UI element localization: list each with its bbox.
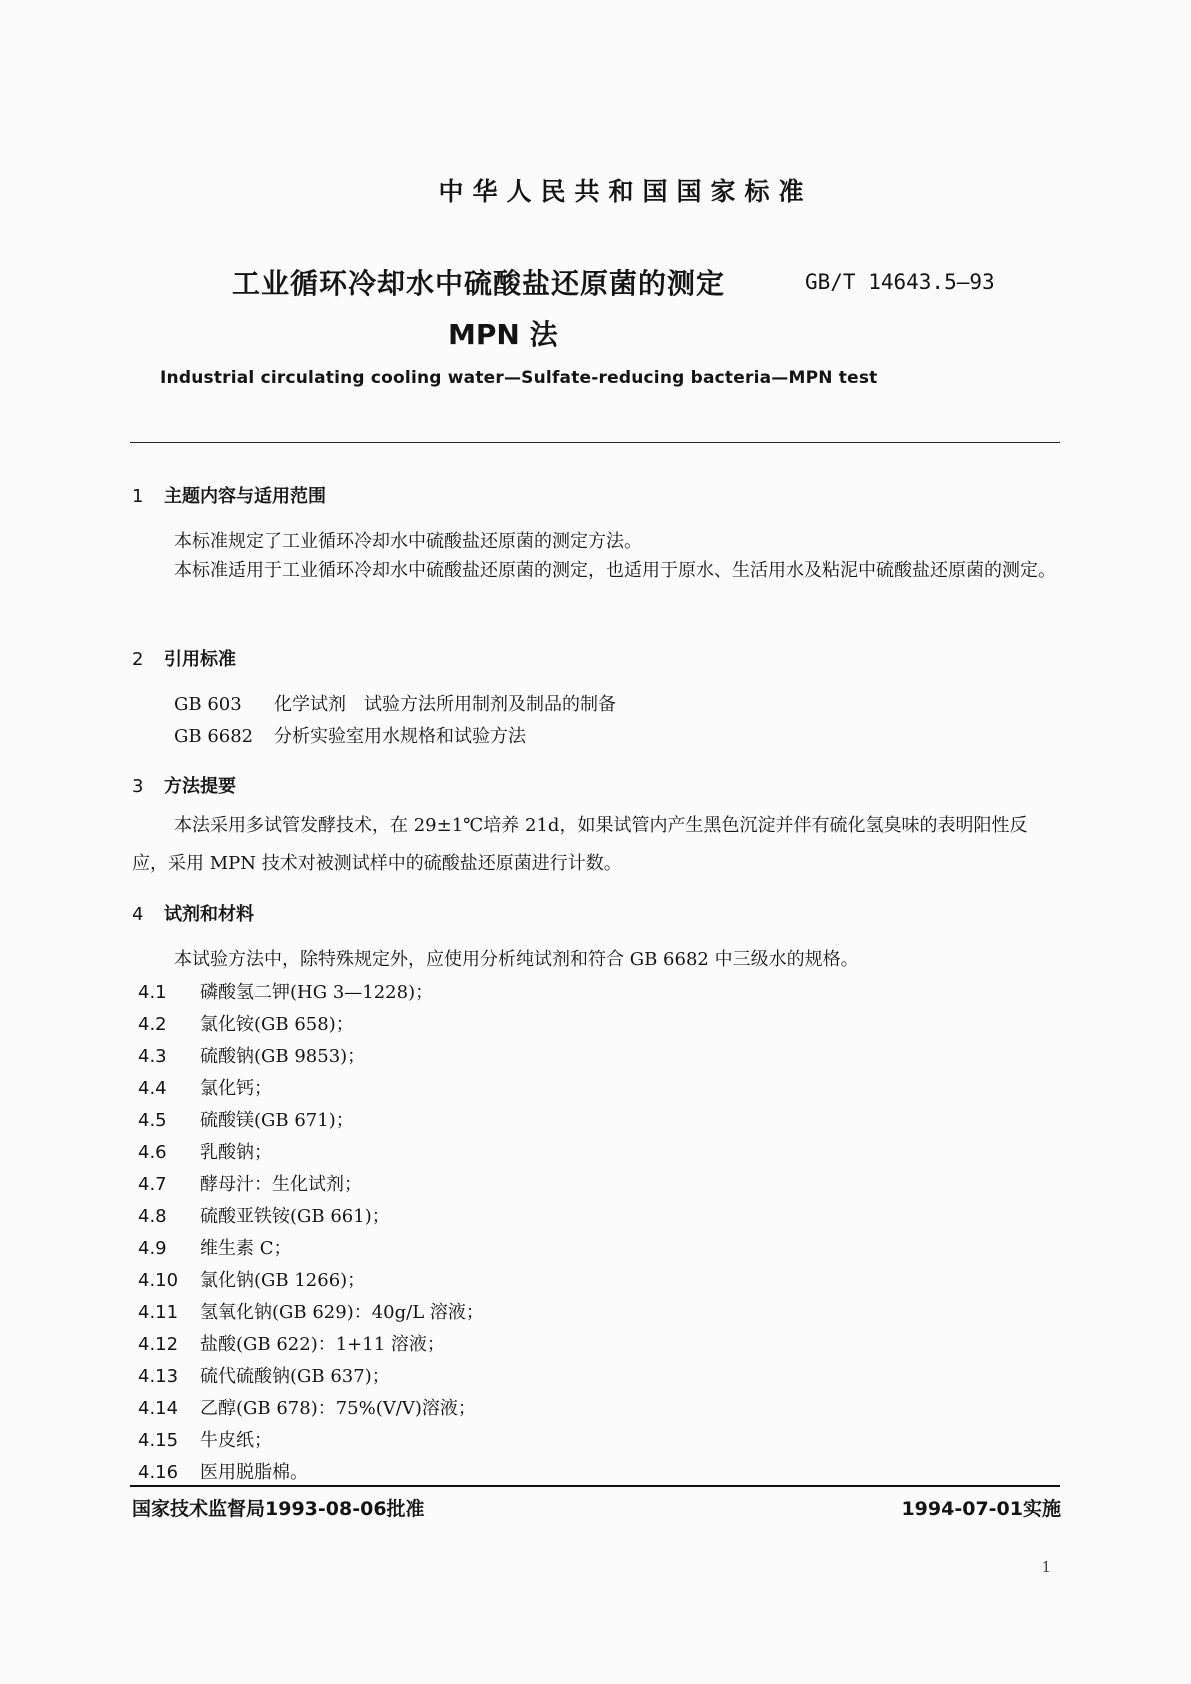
item-text: 医用脱脂棉。	[200, 1462, 308, 1483]
section-number: 3	[132, 776, 144, 797]
item-text: 磷酸氢二钾(HG 3—1228)；	[200, 982, 434, 1003]
effective-date: 1994-07-01实施	[901, 1498, 1061, 1520]
section-title: 主题内容与适用范围	[164, 486, 326, 507]
reference-name: 分析实验室用水规格和试验方法	[274, 726, 526, 747]
list-item	[138, 1426, 272, 1452]
section-heading-2	[132, 645, 236, 671]
list-item	[138, 1266, 365, 1292]
list-item	[138, 1010, 354, 1036]
item-number: 4.15	[138, 1430, 179, 1451]
list-item	[138, 1202, 390, 1228]
item-number: 4.12	[138, 1334, 179, 1355]
item-text: 硫代硫酸钠(GB 637)；	[200, 1366, 390, 1387]
section-heading-4	[132, 900, 254, 926]
item-text: 盐酸(GB 622)：1+11 溶液；	[200, 1334, 445, 1355]
item-number: 4.1	[138, 982, 167, 1003]
reference-item	[174, 690, 616, 716]
paragraph: 本标准适用于工业循环冷却水中硫酸盐还原菌的测定，也适用于原水、生活用水及粘泥中硫酸盐还原菌的测定。	[174, 560, 1056, 581]
item-text: 乙醇(GB 678)：75%(V/V)溶液；	[200, 1398, 476, 1419]
item-number: 4.2	[138, 1014, 167, 1035]
list-item	[138, 1138, 272, 1164]
item-text: 酵母汁：生化试剂；	[200, 1174, 362, 1195]
item-number: 4.10	[138, 1270, 179, 1291]
paragraph: 本标准规定了工业循环冷却水中硫酸盐还原菌的测定方法。	[174, 531, 642, 552]
standard-code: GB/T 14643.5—93	[805, 270, 995, 294]
page-number: 1	[1041, 1558, 1051, 1576]
item-number: 4.13	[138, 1366, 179, 1387]
item-text: 硫酸钠(GB 9853)；	[200, 1046, 366, 1067]
section-number: 2	[132, 649, 144, 670]
country-heading: 中华人民共和国国家标准	[438, 177, 813, 206]
list-item	[138, 978, 433, 1004]
english-title: Industrial circulating cooling water—Sulfate-reducing bacteria—MPN test	[160, 368, 878, 388]
footer-divider	[130, 1485, 1060, 1487]
item-text: 氯化钙；	[200, 1078, 272, 1099]
section-number: 1	[132, 486, 144, 507]
paragraph: 本试验方法中，除特殊规定外，应使用分析纯试剂和符合 GB 6682 中三级水的规格。	[174, 949, 859, 970]
reference-code: GB 6682	[174, 726, 254, 747]
document-title: 工业循环冷却水中硫酸盐还原菌的测定	[232, 267, 726, 300]
item-number: 4.7	[138, 1174, 167, 1195]
item-text: 牛皮纸；	[200, 1430, 272, 1451]
list-item	[138, 1106, 354, 1132]
item-number: 4.11	[138, 1302, 179, 1323]
item-text: 氢氧化钠(GB 629)：40g/L 溶液；	[200, 1302, 484, 1323]
list-item	[138, 1362, 390, 1388]
list-item	[138, 1074, 272, 1100]
list-item	[138, 1330, 445, 1356]
reference-item	[174, 722, 526, 748]
section-number: 4	[132, 904, 144, 925]
item-number: 4.9	[138, 1238, 167, 1259]
section-heading-3	[132, 772, 236, 798]
item-number: 4.6	[138, 1142, 167, 1163]
paragraph: 本法采用多试管发酵技术，在 29±1℃培养 21d，如果试管内产生黑色沉淀并伴有硫化氢臭味的表明阳性反应，采用 MPN 技术对被测试样中的硫酸盐还原菌进行计数。	[132, 815, 1028, 874]
item-text: 氯化钠(GB 1266)；	[200, 1270, 366, 1291]
approval-date: 国家技术监督局1993-08-06批准	[132, 1498, 425, 1520]
reference-name: 化学试剂 试验方法所用制剂及制品的制备	[274, 694, 616, 715]
item-text: 氯化铵(GB 658)；	[200, 1014, 354, 1035]
section-title: 方法提要	[164, 776, 236, 797]
item-text: 硫酸亚铁铵(GB 661)；	[200, 1206, 390, 1227]
list-item	[138, 1394, 476, 1420]
document-subtitle: MPN 法	[448, 318, 558, 351]
list-item	[138, 1458, 308, 1484]
section-title: 试剂和材料	[164, 904, 254, 925]
list-item	[138, 1170, 362, 1196]
item-number: 4.5	[138, 1110, 167, 1131]
item-text: 乳酸钠；	[200, 1142, 272, 1163]
item-number: 4.14	[138, 1398, 179, 1419]
item-number: 4.3	[138, 1046, 167, 1067]
section-heading-1	[132, 482, 326, 508]
reference-code: GB 603	[174, 694, 242, 715]
item-number: 4.8	[138, 1206, 167, 1227]
list-item	[138, 1042, 365, 1068]
list-item	[138, 1234, 292, 1260]
header-divider	[130, 442, 1060, 443]
list-item	[138, 1298, 484, 1324]
item-text: 维生素 C；	[200, 1238, 292, 1259]
section-title: 引用标准	[164, 649, 236, 670]
item-number: 4.16	[138, 1462, 179, 1483]
item-number: 4.4	[138, 1078, 167, 1099]
item-text: 硫酸镁(GB 671)；	[200, 1110, 354, 1131]
